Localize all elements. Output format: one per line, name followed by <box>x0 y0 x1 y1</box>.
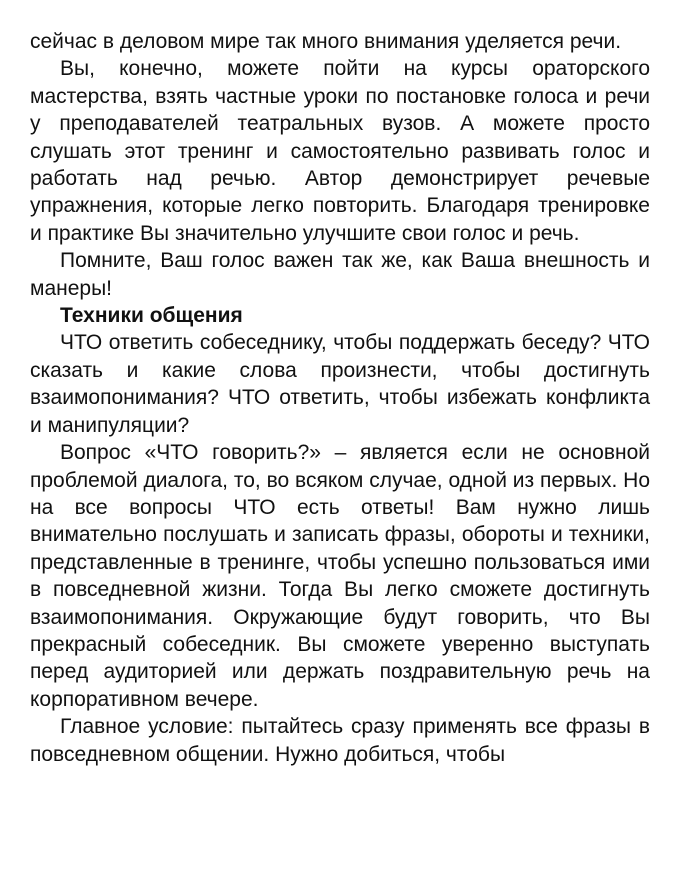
paragraph-continuation: сейчас в деловом мире так много внимания уделяется речи. <box>30 30 622 53</box>
section-heading: Техники общения <box>60 304 243 328</box>
paragraph-courses: Вы, конечно, можете пойти на курсы ораторского мастерства, взять частные уроки по постановке голоса и речи у преподавателей театральных вузов. А можете просто слушать этот тренинг и самостоятельно развивать голос и работать над речью. Автор демонстрирует речевые упражнения, которые легко повторить. Благодаря тренировке и практике Вы значительно улучшите свои голос и речь. <box>30 57 650 245</box>
paragraph-what-to-say: Вопрос «ЧТО говорить?» – является если не основной проблемой диалога, то, во всяком случае, одной из первых. Но на все вопросы ЧТО есть ответы! Вам нужно лишь внимательно послушать и записать фразы, обороты и техники, представленные в тренинге, чтобы успешно пользоваться ими в повседневной жизни. Тогда Вы легко сможете достигнуть взаимопонимания. Окружающие будут говорить, что Вы прекрасный собеседник. Вы сможете уверенно выступать перед аудиторией или держать поздравительную речь на корпоративном вечере. <box>30 441 650 711</box>
paragraph-questions: ЧТО ответить собеседнику, чтобы поддержать беседу? ЧТО сказать и какие слова произнести, чтобы достигнуть взаимопонимания? ЧТО ответить, чтобы избежать конфликта и манипуляции? <box>30 331 650 437</box>
paragraph-main-condition: Главное условие: пытайтесь сразу применять все фразы в повседневном общении. Нужно добиться, чтобы <box>30 715 650 766</box>
paragraph-voice-matters: Помните, Ваш голос важен так же, как Ваша внешность и манеры! <box>30 249 650 300</box>
document-page <box>30 28 650 768</box>
